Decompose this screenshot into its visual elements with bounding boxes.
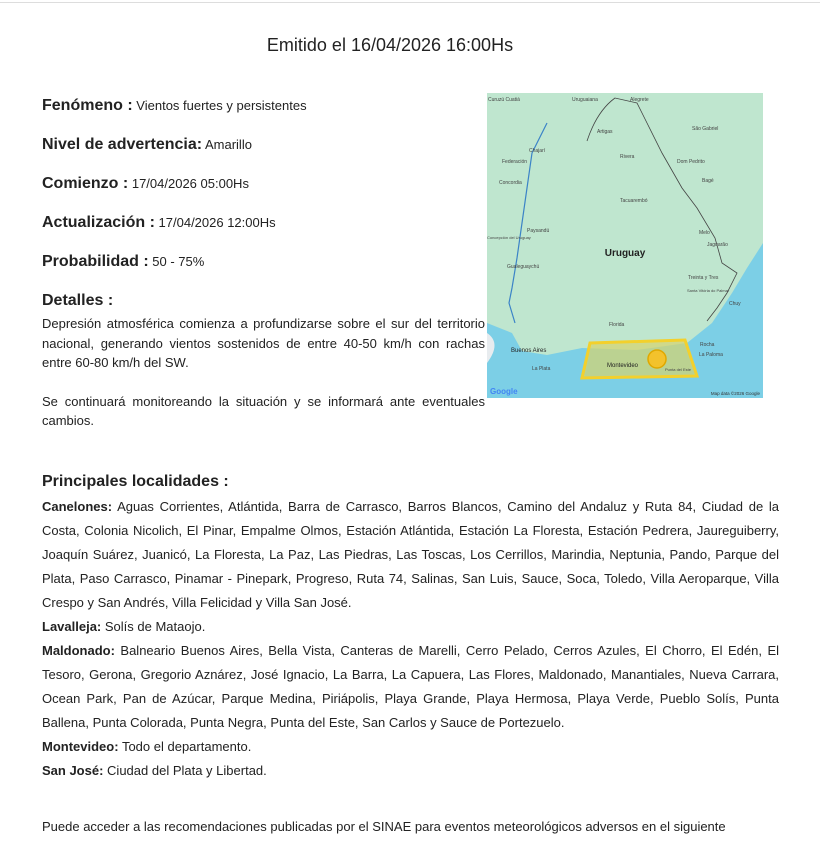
footer-text: Puede acceder a las recomendaciones publicadas por el SINAE para eventos meteorológicos adversos en el siguiente: [42, 819, 726, 834]
map-label: Chuy: [729, 301, 741, 307]
localidad-entry: [42, 639, 779, 735]
map-label: Curuzú Cuatiá: [488, 97, 520, 103]
map-attribution: Map data ©2026 Google: [710, 391, 760, 396]
localidad-entry: [42, 759, 779, 783]
field-value: 50 - 75%: [152, 254, 205, 269]
issued-date: Emitido el 16/04/2026 16:00Hs: [266, 35, 514, 55]
map-label: Jaguarão: [707, 242, 728, 248]
department-name: Montevideo:: [42, 739, 119, 754]
map-label: Punta del Este: [665, 367, 692, 372]
map-country-label: Uruguay: [604, 248, 646, 259]
map-label: Concepción del Uruguay: [487, 235, 531, 240]
field-label: Comienzo :: [42, 175, 129, 192]
localidad-entry: [42, 735, 779, 759]
map-label: Bagé: [702, 178, 714, 184]
department-localities: Solís de Mataojo.: [104, 619, 206, 634]
detalles-text: [42, 314, 485, 450]
map-label: Concordia: [499, 180, 522, 186]
map-label: Tacuarembó: [620, 198, 648, 204]
field-nivel: [42, 136, 252, 154]
field-label: Fenómeno :: [42, 97, 133, 114]
field-value: Amarillo: [204, 137, 252, 152]
alert-area: [582, 340, 697, 378]
field-value: 17/04/2026 05:00Hs: [131, 176, 249, 191]
department-name: San José:: [42, 763, 104, 778]
department-name: Lavalleja:: [42, 619, 102, 634]
map-label: La Plata: [532, 366, 551, 372]
field-actualizacion: [42, 214, 276, 232]
airport-icon: [648, 350, 666, 368]
map-label: São Gabriel: [692, 126, 719, 132]
map-label: Paysandú: [527, 228, 550, 234]
localidad-entry: [42, 615, 779, 639]
map-label: Treinta y Tres: [688, 275, 719, 281]
map-label: Rocha: [700, 342, 715, 348]
map-label: Florida: [609, 322, 625, 328]
map-label: La Paloma: [699, 352, 723, 358]
field-value: 17/04/2026 12:00Hs: [158, 215, 276, 230]
map-label: Federación: [502, 159, 528, 165]
map-label: Rivera: [620, 154, 635, 160]
department-name: Canelones:: [42, 499, 113, 514]
map-label: Alegrete: [630, 97, 649, 103]
google-logo: Google: [490, 387, 518, 396]
map-label: Artigas: [597, 129, 613, 135]
localidades-list: [42, 495, 779, 783]
department-localities: Balneario Buenos Aires, Bella Vista, Canteras de Marelli, Cerro Pelado, Cerros Azules, El Chorro, El Edén, El Tesoro, Gerona, Gregorio Aznárez, José Ignacio, La Barra, La Capuera, Las Flores, Maldonado, Manantiales, Nueva Carrara, Ocean Park, Pan de Azúcar, Parque Medina, Piriápolis, Playa Grande, Playa Hermosa, Playa Verde, Pueblo Solís, Punta Ballena, Punta Colorada, Punta Negra, Punta del Este, San Carlos y Sauce de Portezuelo.: [42, 643, 779, 730]
alert-map[interactable]: [487, 93, 763, 398]
detalles-paragraph: Depresión atmosférica comienza a profundizarse sobre el sur del territorio nacional, generando vientos sostenidos de entre 40-50 km/h con rachas entre 60-80 km/h del SW.: [42, 316, 485, 370]
department-localities: Aguas Corrientes, Atlántida, Barra de Carrasco, Barros Blancos, Camino del Andaluz y Ruta 84, Ciudad de la Costa, Colonia Nicolich, El Pinar, Empalme Olmos, Estación Atlántida, Estación La Floresta, Estación Pedrera, Jaureguiberry, Joaquín Suárez, Juanicó, La Floresta, La Paz, Las Piedras, Las Toscas, Los Cerrillos, Marindia, Neptunia, Pando, Parque del Plata, Paso Carrasco, Pinamar - Pinepark, Progreso, Ruta 74, Salinas, San Luis, Sauce, Soca, Toledo, Villa Aeroparque, Villa Crespo y San Andrés, Villa Felicidad y Villa San José.: [42, 499, 779, 610]
field-value: Vientos fuertes y persistentes: [136, 98, 307, 113]
map-label: Melo: [699, 230, 710, 236]
localidad-entry: [42, 495, 779, 615]
department-localities: Todo el departamento.: [121, 739, 252, 754]
field-fenomeno: [42, 97, 307, 115]
detalles-heading: Detalles :: [42, 292, 114, 309]
detalles-paragraph: Se continuará monitoreando la situación y se informará ante eventuales cambios.: [42, 393, 485, 428]
field-probabilidad: [42, 253, 204, 271]
map-label: Gualeguaychú: [507, 264, 540, 270]
top-divider: [0, 2, 820, 3]
department-name: Maldonado:: [42, 643, 115, 658]
map-label: Santa Vitória do Palmar: [687, 288, 730, 293]
department-localities: Ciudad del Plata y Libertad.: [107, 763, 267, 778]
map-label: Dom Pedrito: [677, 159, 705, 165]
map-label: Uruguaiana: [572, 97, 598, 103]
field-label: Probabilidad :: [42, 253, 149, 270]
map-label: Buenos Aires: [511, 348, 547, 354]
map-label: Chajarí: [529, 148, 546, 154]
field-label: Actualización :: [42, 214, 155, 231]
field-label: Nivel de advertencia:: [42, 136, 203, 153]
map-label: Montevideo: [607, 363, 639, 369]
localidades-heading: Principales localidades :: [42, 473, 229, 490]
field-comienzo: [42, 175, 249, 193]
